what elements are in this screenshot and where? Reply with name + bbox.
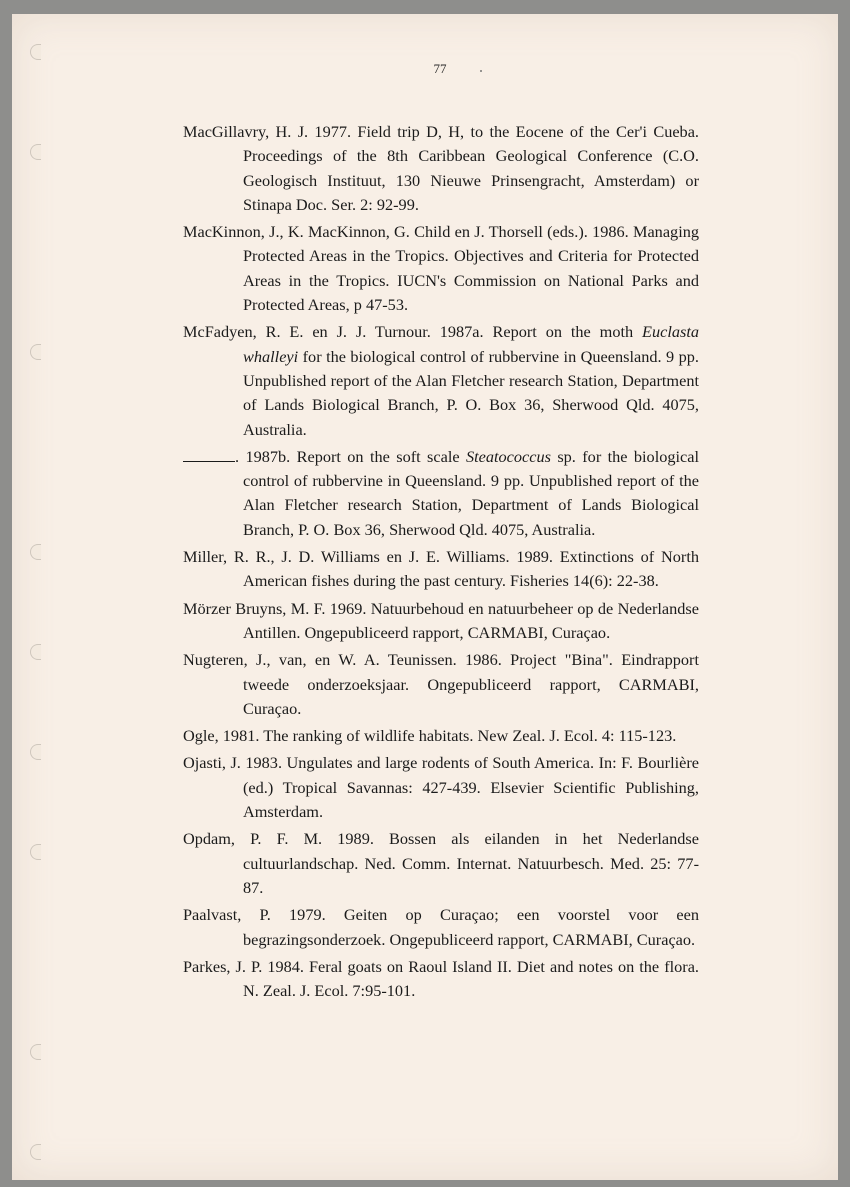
binder-hole xyxy=(30,744,41,760)
reference-entry: Ogle, 1981. The ranking of wildlife habitats. New Zeal. J. Ecol. 4: 115-123. xyxy=(183,726,677,746)
binder-hole xyxy=(30,344,41,360)
reference-list xyxy=(183,120,699,1006)
reference-entry: MacKinnon, J., K. MacKinnon, G. Child en J. Thorsell (eds.). 1986. Managing Protected Areas in the Tropics. Objectives and Criteria for Protected Areas in the Tropics. IUCN's Commission on National Parks and Protected Areas, p 47-53. xyxy=(183,222,699,315)
reference-text: . 1987b. Report on the soft scale xyxy=(235,446,466,466)
reference-text: sp. for the biological control of rubbervine in Queensland. 9 pp. Unpublished report of the Alan Fletcher research Station, Department of Lands Biological Branch, P. O. Box 36, Sherwood Qld. 4075, Australia. xyxy=(243,446,700,539)
binder-hole xyxy=(30,1044,41,1060)
reference-entry: Miller, R. R., J. D. Williams en J. E. Williams. 1989. Extinctions of North American fishes during the past century. Fisheries 14(6): 22-38. xyxy=(183,547,699,591)
reference-entry xyxy=(183,320,699,441)
reference-text: McFadyen, R. E. en J. J. Turnour. 1987a. Report on the moth xyxy=(183,322,643,342)
reference-entry: MacGillavry, H. J. 1977. Field trip D, H, to the Eocene of the Cer'i Cueba. Proceedings of the 8th Caribbean Geological Conference (C.O. Geologisch Instituut, 130 Nieuwe Prinsengracht, Amsterdam) or Stinapa Doc. Ser. 2: 92-99. xyxy=(183,122,699,214)
speck xyxy=(480,70,482,72)
reference-entry: Parkes, J. P. 1984. Feral goats on Raoul Island II. Diet and notes on the flora. N. Zeal. J. Ecol. 7:95-101. xyxy=(183,956,699,1001)
reference-entry xyxy=(183,445,699,542)
reference-entry: Mörzer Bruyns, M. F. 1969. Natuurbehoud en natuurbeheer op de Nederlandse Antillen. Ongepubliceerd rapport, CARMABI, Curaçao. xyxy=(183,598,699,642)
reference-text: for the biological control of rubbervine in Queensland. 9 pp. Unpublished report of the Alan Fletcher research Station, Department of Lands Biological Branch, P. O. Box 36, Sherwood Qld. 4075, Australia. xyxy=(243,346,699,439)
binder-hole xyxy=(30,644,41,660)
reference-entry: Nugteren, J., van, en W. A. Teunissen. 1986. Project "Bina". Eindrapport tweede onderzoeksjaar. Ongepubliceerd rapport, CARMABI, Curaçao. xyxy=(183,650,699,718)
reference-entry: Opdam, P. F. M. 1989. Bossen als eilanden in het Nederlandse cultuurlandschap. Ned. Comm. Internat. Natuurbesch. Med. 25: 77-87. xyxy=(183,829,699,897)
page-number: 77 xyxy=(433,61,447,76)
binder-hole xyxy=(30,844,41,860)
reference-entry: Paalvast, P. 1979. Geiten op Curaçao; een voorstel voor een begrazingsonderzoek. Ongepubliceerd rapport, CARMABI, Curaçao. xyxy=(183,905,699,949)
binder-hole xyxy=(30,1144,41,1160)
species-name: Steatococcus xyxy=(465,446,551,466)
reference-entry: Ojasti, J. 1983. Ungulates and large rodents of South America. In: F. Bourlière (ed.) Tropical Savannas: 427-439. Elsevier Scientific Publishing, Amsterdam. xyxy=(183,753,699,822)
species-name: Euclasta whalleyi xyxy=(243,322,699,366)
binder-hole xyxy=(30,44,41,60)
binder-hole xyxy=(30,544,41,560)
binder-hole xyxy=(30,144,41,160)
ditto-rule xyxy=(183,447,235,462)
